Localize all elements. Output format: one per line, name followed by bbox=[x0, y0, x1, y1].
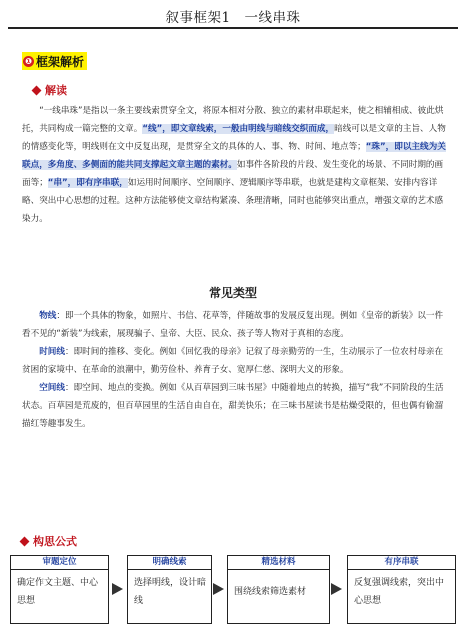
section-heading bbox=[22, 52, 87, 70]
explain-highlight-line: “线”，即文章线索，一般由明线与暗线交织而成， bbox=[142, 124, 335, 134]
section-number-icon: ❶ bbox=[23, 56, 34, 67]
type-item-time bbox=[22, 343, 450, 379]
explain-text-3: 如事件各阶段的片段、发生变化的场景、不同时期的画面等； bbox=[22, 160, 444, 188]
step-body: 围绕线索筛选素材 bbox=[234, 587, 307, 597]
step-header: 有序串联 bbox=[348, 556, 455, 570]
types-heading: 常见类型 bbox=[208, 286, 257, 300]
type-term-object: 物线 bbox=[39, 311, 57, 321]
types-list bbox=[22, 307, 450, 433]
step-header: 明确线索 bbox=[128, 556, 211, 570]
type-item-object bbox=[22, 307, 450, 343]
formula-step-2 bbox=[127, 555, 212, 624]
explain-text-1: “一线串珠”是指以一条主要线索贯穿全文，将原本相对分散、独立的素材串联起来，使之相辅相成、彼此烘托，共同构成一篇完整的文章。 bbox=[22, 106, 444, 134]
section-heading-label: 框架解析 bbox=[36, 55, 85, 69]
diamond-bullet-icon bbox=[32, 85, 42, 95]
arrow-right-icon bbox=[213, 583, 224, 595]
type-text-object: ：即一个具体的物象，如照片、书信、花草等，伴随故事的发展反复出现。例如《皇帝的新装》以一件看不见的“新装”为线索，展现骗子、皇帝、大臣、民众、孩子等人物对于真相的态度。 bbox=[22, 311, 444, 339]
title-divider bbox=[8, 27, 458, 29]
type-text-space: ：即空间、地点的变换。例如《从百草园到三味书屋》中随着地点的转换，描写“我”不同阶段的生活状态。百草园是荒废的，但百草园里的生活自由自在，甜美快乐；在三味书屋读书是枯燥受限的，但也偶有偷溜描红等趣事发生。 bbox=[22, 383, 444, 429]
explain-text-4: 如运用时间顺序、空间顺序、逻辑顺序等串联，也就是建构文章框架、安排内容详略、突出中心思想的过程。这种方法能够使文章结构紧凑、条理清晰，同时也能够突出重点，增强文章的艺术感染力。 bbox=[22, 178, 444, 224]
step-body: 确定作文主题、中心思想 bbox=[17, 578, 99, 606]
type-item-space bbox=[22, 379, 450, 433]
type-text-time: ：即时间的推移、变化。例如《回忆我的母亲》记叙了母亲勤劳的一生，生动展示了一位农村母亲在贫困的家境中、在革命的浪潮中，勤劳俭朴、养育子女、宽厚仁慈、深明大义的形象。 bbox=[22, 347, 444, 375]
explain-paragraph bbox=[22, 102, 450, 228]
arrow-right-icon bbox=[331, 583, 342, 595]
step-body: 反复强调线索，突出中心思想 bbox=[354, 578, 445, 606]
explain-text-2: 暗线可以是文章的主旨、人物的情感变化等，明线则在文中反复出现，是贯穿全文的具体的人、事、物、时间、地点等； bbox=[22, 124, 446, 152]
formula-step-1 bbox=[10, 555, 109, 624]
explain-heading bbox=[30, 82, 67, 98]
type-term-space: 空间线 bbox=[39, 383, 65, 393]
explain-highlight-bead: “珠”，即以主线为关联点，多角度、多侧面的能共同支撑起文章主题的素材。 bbox=[22, 142, 446, 170]
page-title: 叙事框架1 一线串珠 bbox=[165, 10, 301, 26]
step-header: 精选材料 bbox=[228, 556, 329, 570]
diamond-bullet-icon bbox=[20, 536, 30, 546]
type-term-time: 时间线 bbox=[39, 347, 65, 357]
formula-step-3 bbox=[227, 555, 330, 624]
step-header: 审题定位 bbox=[11, 556, 108, 570]
formula-heading-label: 构思公式 bbox=[33, 535, 77, 548]
explain-heading-label: 解读 bbox=[45, 84, 67, 97]
step-body: 选择明线，设计暗线 bbox=[134, 578, 207, 606]
formula-heading bbox=[18, 533, 77, 549]
arrow-right-icon bbox=[112, 583, 123, 595]
explain-highlight-string: “串”，即有序串联， bbox=[47, 178, 128, 188]
formula-step-4 bbox=[347, 555, 456, 624]
